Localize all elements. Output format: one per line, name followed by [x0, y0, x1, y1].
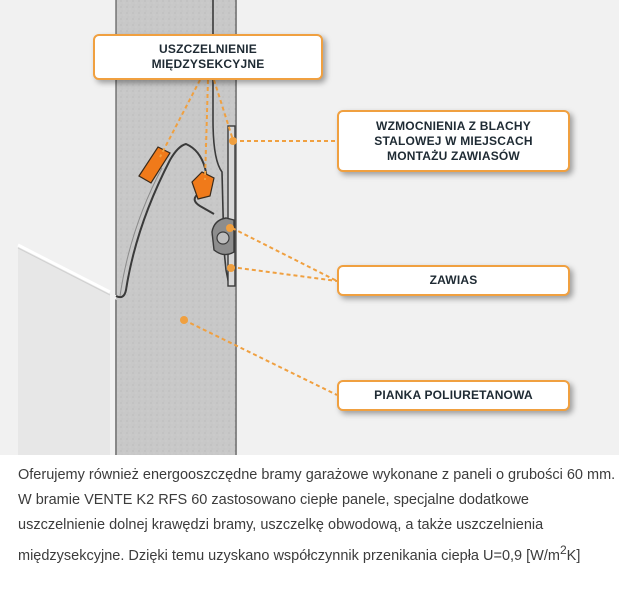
description-text: Oferujemy również energooszczędne bramy garażowe wykonane z paneli o grubości 60 mm. W bramie VENTE K2 RFS 60 zastosowano ciepłe panele, specjalne dodatkowe uszczelnienie dolnej krawędzi bramy, uszczelkę obwodową, a także uszczelnienia międzysekcyjne. Dzięki temu uzyskano współczynnik przenikania ciepła U=0,9 [W/m: [18, 467, 616, 564]
label-hinge: ZAWIAS: [337, 265, 570, 296]
label-polyurethane-foam: PIANKA POLIURETANOWA: [337, 380, 570, 411]
description-suffix: K]: [566, 547, 581, 564]
hinge-pin: [217, 232, 229, 244]
label-steel-reinforcement: WZMOCNIENIA Z BLACHY STALOWEJ W MIEJSCACH MONTAŻU ZAWIASÓW: [337, 110, 570, 172]
description-superscript: 2: [559, 543, 567, 557]
steel-reinforcement-plate: [228, 126, 235, 286]
description-paragraph: [18, 463, 616, 569]
label-intersection-seals: USZCZELNIENIE MIĘDZYSEKCYJNE: [93, 34, 323, 80]
